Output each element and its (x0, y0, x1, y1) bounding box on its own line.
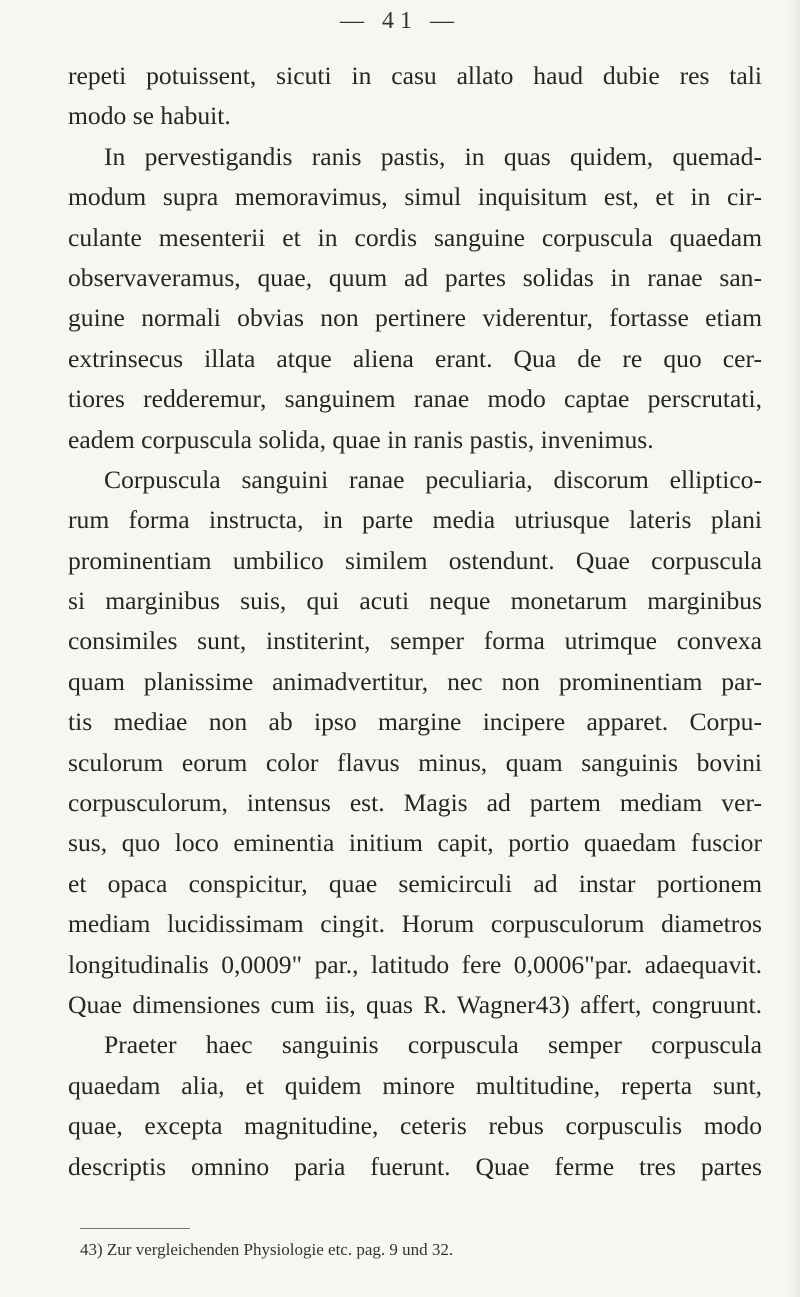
text-line: corpusculorum, intensus est. Magis ad partem mediam ver- (68, 788, 762, 818)
text-line: tis mediae non ab ipso margine incipere apparet. Corpu- (68, 707, 762, 737)
body-text (68, 56, 762, 1187)
text-line: descriptis omnino paria fuerunt. Quae ferme tres partes (68, 1151, 762, 1181)
text-line: guine normali obvias non pertinere viderentur, fortasse etiam (68, 303, 762, 333)
text-line: sculorum eorum color flavus minus, quam sanguinis bovini (68, 747, 762, 777)
text-line: sus, quo loco eminentia initium capit, portio quaedam fuscior (68, 828, 762, 858)
text-line: tiores redderemur, sanguinem ranae modo captae perscrutati, (68, 384, 762, 414)
text-line: extrinsecus illata atque aliena erant. Qua de re quo cer- (68, 343, 762, 373)
text-line: longitudinalis 0,0009" par., latitudo fere 0,0006"par. adaequavit. (68, 949, 762, 979)
text-line: modum supra memoravimus, simul inquisitum est, et in cir- (68, 182, 762, 212)
text-line: Corpuscula sanguini ranae peculiaria, discorum elliptico- (104, 464, 762, 494)
text-line: eadem corpuscula solida, quae in ranis pastis, invenimus. (68, 424, 654, 454)
page-edge-shadow (788, 0, 800, 1297)
text-line: quam planissime animadvertitur, nec non prominentiam par- (68, 666, 762, 696)
text-line: quaedam alia, et quidem minore multitudine, reperta sunt, (68, 1070, 762, 1100)
text-line: observaveramus, quae, quum ad partes solidas in ranae san- (68, 262, 762, 292)
text-line: Praeter haec sanguinis corpuscula semper corpuscula (104, 1030, 762, 1060)
footnote-divider (80, 1228, 190, 1229)
text-line: rum forma instructa, in parte media utriusque lateris plani (68, 505, 762, 535)
text-line: prominentiam umbilico similem ostendunt. Quae corpuscula (68, 545, 762, 575)
footnote: 43) Zur vergleichenden Physiologie etc. pag. 9 und 32. (80, 1240, 454, 1259)
text-line: repeti potuissent, sicuti in casu allato haud dubie res tali (68, 61, 762, 90)
text-line: modo se habuit. (68, 101, 231, 131)
text-line: mediam lucidissimam cingit. Horum corpusculorum diametros (68, 909, 762, 939)
text-line: si marginibus suis, qui acuti neque monetarum marginibus (68, 586, 762, 616)
text-line: In pervestigandis ranis pastis, in quas quidem, quemad- (104, 141, 762, 171)
text-line: Quae dimensiones cum iis, quas R. Wagner43) affert, congruunt. (68, 989, 762, 1019)
text-line: culante mesenterii et in cordis sanguine corpuscula quaedam (68, 222, 762, 252)
page-number-header: — 41 — (340, 8, 460, 34)
text-line: et opaca conspicitur, quae semicirculi ad instar portionem (68, 868, 762, 898)
text-line: quae, excepta magnitudine, ceteris rebus corpusculis modo (68, 1111, 762, 1141)
text-line: consimiles sunt, institerint, semper forma utrimque convexa (68, 626, 762, 656)
